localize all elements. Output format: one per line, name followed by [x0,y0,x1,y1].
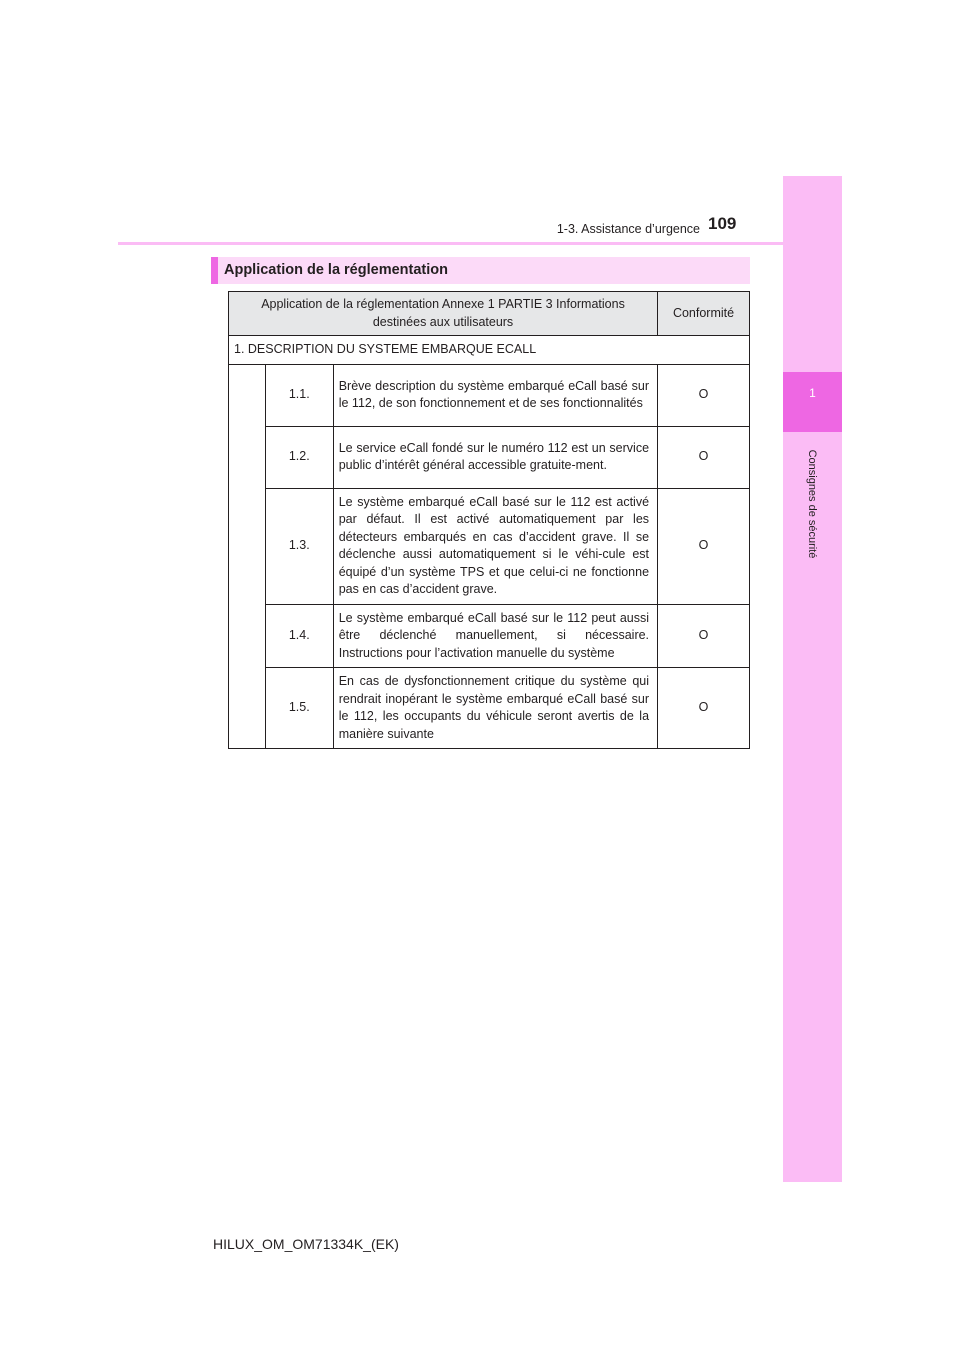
row-number: 1.5. [265,668,333,749]
header-divider [118,242,842,245]
page-number: 109 [708,214,737,233]
chapter-label [800,438,824,578]
chapter-side-band [783,176,842,1182]
row-description: Brève description du système embarqué eCall basé sur le 112, de son fonctionnement et de ses fonctionnalités [333,364,657,426]
indent-cell [229,364,266,749]
header-compliance-cell: Conformité [658,292,750,336]
row-compliance: O [658,604,750,668]
table-row [229,364,750,426]
table-section-row [229,336,750,365]
row-description: En cas de dysfonctionnement critique du système qui rendrait inopérant le système embarqué eCall basé sur le 112, les occupants du véhicule seront avertis de la manière suivante [333,668,657,749]
row-compliance: O [658,364,750,426]
chapter-tab[interactable] [783,372,842,432]
section-title: Application de la réglementation [224,262,448,278]
row-number: 1.4. [265,604,333,668]
row-number: 1.3. [265,488,333,604]
document-code: HILUX_OM_OM71334K_(EK) [213,1236,399,1252]
section-heading-cell: 1. DESCRIPTION DU SYSTEME EMBARQUE ECALL [229,336,750,365]
row-description: Le système embarqué eCall basé sur le 112 peut aussi être déclenché manuellement, si nécessaire. Instructions pour l’activation manuelle du système [333,604,657,668]
header-description-cell: Application de la réglementation Annexe 1 PARTIE 3 Informations destinées aux utilisateurs [229,292,658,336]
row-number: 1.1. [265,364,333,426]
row-compliance: O [658,488,750,604]
table-row [229,488,750,604]
chapter-label-text: Consignes de sécurité [806,449,818,559]
section-reference: 1-3. Assistance d’urgence [556,222,700,236]
table-row [229,668,750,749]
row-compliance: O [658,668,750,749]
table-header-row [229,292,750,336]
regulation-table [228,291,750,749]
chapter-number: 1 [809,386,816,400]
row-description: Le service eCall fondé sur le numéro 112 est un service public d’intérêt général accessible gratuite-ment. [333,426,657,488]
row-number: 1.2. [265,426,333,488]
row-description: Le système embarqué eCall basé sur le 112 est activé par défaut. Il est activé automatiquement par les détecteurs embarqués en cas d’accident grave. Il se déclenche aussi automatiquement si le véhi-cule est équipé d’un système TPS et que celui-ci ne fonctionne pas en cas d’accident grave. [333,488,657,604]
table-row [229,604,750,668]
row-compliance: O [658,426,750,488]
table-row [229,426,750,488]
section-title-accent [211,257,218,284]
